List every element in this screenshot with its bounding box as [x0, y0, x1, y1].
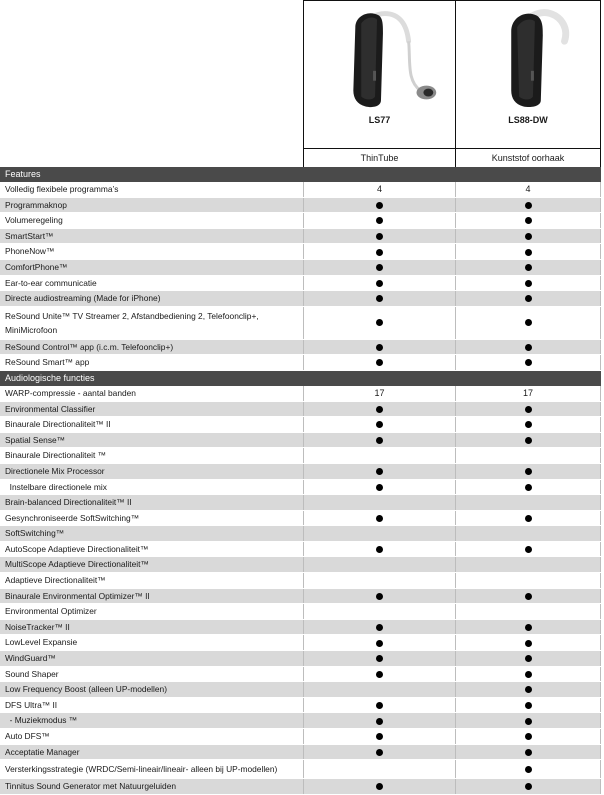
empty-cell — [455, 448, 601, 463]
coupling-label: Kunststof oorhaak — [455, 148, 601, 167]
empty-cell — [455, 557, 601, 572]
bullet-icon — [525, 280, 532, 287]
bullet-icon — [525, 749, 532, 756]
availability-cell — [303, 745, 455, 760]
empty-cell — [303, 760, 455, 778]
bullet-icon — [525, 359, 532, 366]
availability-cell — [303, 635, 455, 650]
bullet-icon — [525, 686, 532, 693]
bullet-icon — [525, 702, 532, 709]
feature-label: Gesynchroniseerde SoftSwitching™ — [5, 512, 140, 523]
section-header: Features — [0, 167, 601, 182]
feature-label: Programmaknop — [5, 199, 67, 210]
feature-label: NoiseTracker™ II — [5, 621, 70, 632]
table-row — [0, 307, 601, 340]
availability-cell — [455, 682, 601, 697]
table-row — [0, 448, 601, 464]
availability-cell — [455, 620, 601, 635]
table-row — [0, 667, 601, 683]
availability-cell — [455, 729, 601, 744]
availability-cell — [303, 213, 455, 228]
feature-label: Auto DFS™ — [5, 731, 50, 741]
empty-cell — [303, 573, 455, 588]
feature-label: Directionele Mix Processor — [5, 465, 105, 476]
availability-cell — [455, 276, 601, 291]
table-row — [0, 417, 601, 433]
feature-label: Ear-to-ear communicatie — [5, 277, 97, 288]
table-row — [0, 682, 601, 698]
table-row — [0, 604, 601, 620]
bullet-icon — [525, 249, 532, 256]
feature-label: Brain-balanced Directionaliteit™ II — [5, 497, 132, 508]
bullet-icon — [525, 655, 532, 662]
feature-label: Environmental Optimizer — [5, 606, 97, 617]
availability-cell — [455, 698, 601, 713]
availability-cell — [455, 213, 601, 228]
product-name: LS88-DW — [508, 115, 548, 125]
table-row — [0, 526, 601, 542]
bullet-icon — [525, 202, 532, 209]
value-cell: 17 — [303, 386, 455, 401]
availability-cell — [455, 402, 601, 417]
availability-cell — [303, 402, 455, 417]
table-row — [0, 433, 601, 449]
feature-label: Environmental Classifier — [5, 403, 96, 414]
bullet-icon — [525, 264, 532, 271]
bullet-icon — [525, 484, 532, 491]
availability-cell — [303, 244, 455, 259]
table-row — [0, 760, 601, 779]
bullet-icon — [525, 593, 532, 600]
bullet-icon — [525, 733, 532, 740]
ls77-hearing-aid-image — [304, 1, 454, 113]
availability-cell — [303, 542, 455, 557]
bullet-icon — [525, 421, 532, 428]
feature-label: Sound Shaper — [5, 668, 59, 679]
bullet-icon — [376, 319, 383, 326]
coupling-row — [0, 148, 604, 167]
availability-cell — [303, 480, 455, 495]
availability-cell — [303, 511, 455, 526]
availability-cell — [303, 713, 455, 728]
feature-label: Binaurale Directionaliteit ™ — [5, 450, 107, 461]
product-name: LS77 — [368, 115, 391, 125]
feature-label: SmartStart™ — [5, 230, 54, 241]
feature-label: SoftSwitching™ — [5, 528, 65, 539]
table-row — [0, 291, 601, 307]
availability-cell — [303, 291, 455, 306]
availability-cell — [455, 511, 601, 526]
availability-cell — [303, 307, 455, 339]
availability-cell — [455, 433, 601, 448]
bullet-icon — [376, 202, 383, 209]
table-row — [0, 340, 601, 356]
availability-cell — [303, 433, 455, 448]
feature-label: Spatial Sense™ — [5, 434, 66, 445]
table-row — [0, 729, 601, 745]
bullet-icon — [376, 515, 383, 522]
empty-cell — [303, 448, 455, 463]
value-cell: 17 — [455, 386, 601, 401]
availability-cell — [455, 244, 601, 259]
feature-label: DFS Ultra™ II — [5, 699, 58, 710]
availability-cell — [455, 760, 601, 778]
table-row — [0, 198, 601, 214]
feature-label: ComfortPhone™ — [5, 261, 68, 272]
table-row — [0, 260, 601, 276]
table-row — [0, 745, 601, 761]
availability-cell — [303, 464, 455, 479]
table-row — [0, 355, 601, 371]
bullet-icon — [376, 593, 383, 600]
availability-cell — [455, 417, 601, 432]
bullet-icon — [376, 702, 383, 709]
availability-cell — [303, 355, 455, 370]
empty-cell — [303, 495, 455, 510]
table-row — [0, 698, 601, 714]
availability-cell — [303, 417, 455, 432]
table-row — [0, 635, 601, 651]
bullet-icon — [525, 233, 532, 240]
feature-label: Versterkingsstrategie (WRDC/Semi-lineair/lineair- alleen bij UP-modellen) — [5, 764, 278, 775]
bullet-icon — [525, 468, 532, 475]
bullet-icon — [376, 749, 383, 756]
bullet-icon — [376, 217, 383, 224]
feature-label: - Muziekmodus ™ — [5, 715, 78, 726]
availability-cell — [455, 589, 601, 604]
feature-label: Binaurale Directionaliteit™ II — [5, 419, 111, 430]
availability-cell — [303, 276, 455, 291]
bullet-icon — [525, 344, 532, 351]
feature-label: Binaurale Environmental Optimizer™ II — [5, 590, 150, 601]
availability-cell — [303, 589, 455, 604]
feature-label: Instelbare directionele mix — [5, 481, 107, 492]
value-cell: 4 — [455, 182, 601, 197]
bullet-icon — [376, 733, 383, 740]
table-row — [0, 511, 601, 527]
table-row — [0, 542, 601, 558]
bullet-icon — [525, 783, 532, 790]
product-column-ls77 — [303, 0, 455, 148]
bullet-icon — [376, 783, 383, 790]
bullet-icon — [525, 319, 532, 326]
table-row — [0, 276, 601, 292]
table-row — [0, 213, 601, 229]
availability-cell — [455, 745, 601, 760]
bullet-icon — [376, 421, 383, 428]
empty-cell — [455, 573, 601, 588]
availability-cell — [455, 651, 601, 666]
empty-cell — [455, 526, 601, 541]
bullet-icon — [525, 295, 532, 302]
availability-cell — [303, 651, 455, 666]
bullet-icon — [376, 718, 383, 725]
availability-cell — [455, 713, 601, 728]
feature-label: LowLevel Expansie — [5, 637, 78, 648]
availability-cell — [455, 198, 601, 213]
bullet-icon — [376, 280, 383, 287]
feature-label: Acceptatie Manager — [5, 746, 80, 757]
feature-label: AutoScope Adaptieve Directionaliteit™ — [5, 543, 149, 554]
availability-cell — [455, 480, 601, 495]
feature-label: ReSound Control™ app (i.c.m. Telefoonclip+) — [5, 341, 174, 352]
feature-label: Volumeregeling — [5, 215, 63, 226]
bullet-icon — [376, 344, 383, 351]
bullet-icon — [376, 546, 383, 553]
table-row — [0, 244, 601, 260]
empty-cell — [455, 495, 601, 510]
value-cell: 4 — [303, 182, 455, 197]
empty-cell — [303, 682, 455, 697]
availability-cell — [455, 355, 601, 370]
availability-cell — [303, 198, 455, 213]
bullet-icon — [525, 217, 532, 224]
table-row — [0, 229, 601, 245]
table-row — [0, 713, 601, 729]
table-row — [0, 464, 601, 480]
table-row — [0, 182, 601, 198]
feature-label: Adaptieve Directionaliteit™ — [5, 575, 106, 586]
empty-cell — [455, 604, 601, 619]
bullet-icon — [525, 624, 532, 631]
availability-cell — [455, 291, 601, 306]
availability-cell — [303, 698, 455, 713]
availability-cell — [303, 340, 455, 355]
feature-label: Directe audiostreaming (Made for iPhone) — [5, 293, 161, 304]
feature-label: PhoneNow™ — [5, 246, 55, 257]
availability-cell — [455, 229, 601, 244]
bullet-icon — [525, 640, 532, 647]
bullet-icon — [525, 515, 532, 522]
availability-cell — [455, 667, 601, 682]
empty-cell — [303, 557, 455, 572]
availability-cell — [455, 260, 601, 275]
table-row — [0, 573, 601, 589]
availability-cell — [455, 635, 601, 650]
product-header — [0, 0, 604, 148]
availability-cell — [455, 464, 601, 479]
empty-cell — [303, 526, 455, 541]
availability-cell — [303, 667, 455, 682]
feature-label: Volledig flexibele programma’s — [5, 184, 119, 194]
bullet-icon — [376, 359, 383, 366]
bullet-icon — [376, 295, 383, 302]
bullet-icon — [376, 264, 383, 271]
availability-cell — [303, 229, 455, 244]
table-row — [0, 620, 601, 636]
bullet-icon — [376, 233, 383, 240]
table-row — [0, 651, 601, 667]
product-column-ls88 — [455, 0, 601, 148]
availability-cell — [303, 729, 455, 744]
bullet-icon — [376, 655, 383, 662]
bullet-icon — [376, 624, 383, 631]
bullet-icon — [376, 640, 383, 647]
feature-label: Low Frequency Boost (alleen UP-modellen) — [5, 684, 167, 695]
availability-cell — [455, 307, 601, 339]
bullet-icon — [525, 671, 532, 678]
table-row — [0, 495, 601, 511]
availability-cell — [455, 340, 601, 355]
bullet-icon — [376, 671, 383, 678]
ls88-hearing-aid-image — [456, 1, 600, 113]
feature-label: Tinnitus Sound Generator met Natuurgeluiden — [5, 781, 177, 792]
availability-cell — [303, 260, 455, 275]
feature-label: WindGuard™ — [5, 653, 56, 664]
table-row — [0, 386, 601, 402]
bullet-icon — [525, 406, 532, 413]
availability-cell — [455, 779, 601, 794]
bullet-icon — [376, 406, 383, 413]
availability-cell — [303, 779, 455, 794]
table-row — [0, 557, 601, 573]
bullet-icon — [376, 484, 383, 491]
bullet-icon — [376, 437, 383, 444]
availability-cell — [455, 542, 601, 557]
table-row — [0, 480, 601, 496]
availability-cell — [303, 620, 455, 635]
empty-cell — [303, 604, 455, 619]
feature-table — [0, 167, 604, 795]
bullet-icon — [376, 468, 383, 475]
table-row — [0, 589, 601, 605]
section-header: Audiologische functies — [0, 371, 601, 386]
coupling-label: ThinTube — [303, 148, 455, 167]
bullet-icon — [525, 718, 532, 725]
table-row — [0, 779, 601, 795]
feature-label: ReSound Unite™ TV Streamer 2, Afstandbediening 2, Telefoonclip+, MiniMicrofoon — [5, 310, 261, 335]
table-row — [0, 402, 601, 418]
bullet-icon — [525, 546, 532, 553]
feature-label: ReSound Smart™ app — [5, 357, 90, 368]
bullet-icon — [376, 249, 383, 256]
bullet-icon — [525, 437, 532, 444]
feature-label: WARP-compressie - aantal banden — [5, 387, 136, 398]
feature-label: MultiScope Adaptieve Directionaliteit™ — [5, 559, 149, 570]
bullet-icon — [525, 766, 532, 773]
